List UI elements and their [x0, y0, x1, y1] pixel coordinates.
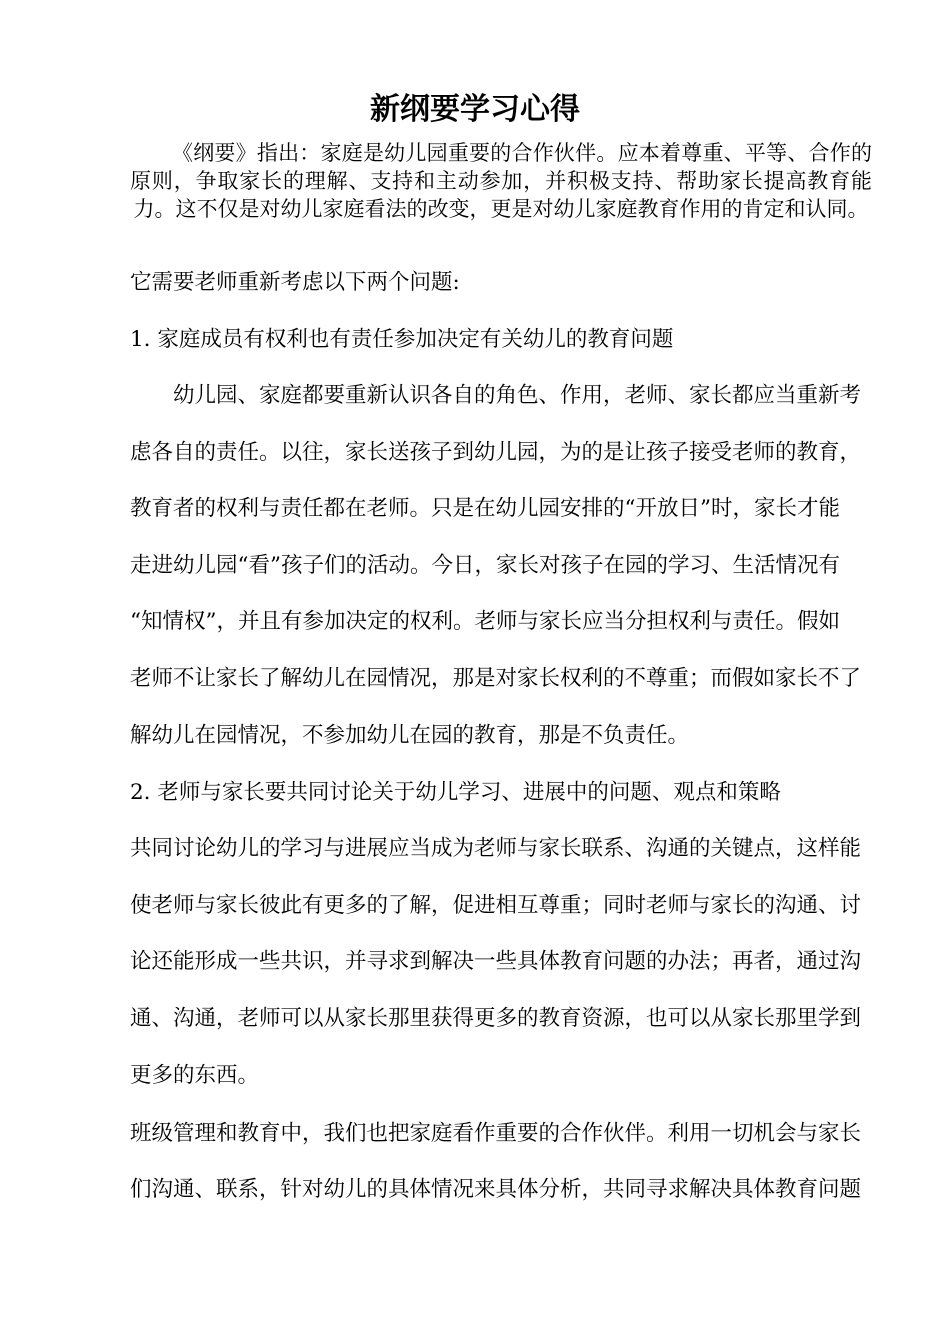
paragraph-2-line: 使老师与家长彼此有更多的了解，促进相互尊重；同时老师与家长的沟通、讨 — [130, 893, 862, 918]
heading-1: 1. 家庭成员有权利也有责任参加决定有关幼儿的教育问题 — [130, 327, 674, 352]
paragraph-3-line: 班级管理和教育中，我们也把家庭看作重要的合作伙伴。利用一切机会与家长 — [130, 1121, 862, 1146]
lead-line: 它需要老师重新考虑以下两个问题: — [130, 270, 460, 295]
page-title: 新纲要学习心得 — [370, 92, 580, 127]
paragraph-3-line: 们沟通、联系，针对幼儿的具体情况来具体分析，共同寻求解决具体教育问题 — [130, 1177, 862, 1202]
paragraph-1-line: 老师不让家长了解幼儿在园情况，那是对家长权利的不尊重；而假如家长不了 — [130, 666, 862, 691]
paragraph-2-line: 通、沟通，老师可以从家长那里获得更多的教育资源，也可以从家长那里学到 — [130, 1006, 862, 1031]
paragraph-1-line: 幼儿园、家庭都要重新认识各自的角色、作用，老师、家长都应当重新考 — [173, 383, 862, 408]
paragraph-1-line: 教育者的权利与责任都在老师。只是在幼儿园安排的“开放日”时，家长才能 — [130, 496, 840, 521]
paragraph-2-line: 更多的东西。 — [130, 1063, 260, 1088]
paragraph-2-line: 论还能形成一些共识，并寻求到解决一些具体教育问题的办法；再者，通过沟 — [130, 949, 862, 974]
paragraph-1-line: 解幼儿在园情况，不参加幼儿在园的教育，那是不负责任。 — [130, 723, 690, 748]
heading-2: 2. 老师与家长要共同讨论关于幼儿学习、进展中的问题、观点和策略 — [130, 780, 781, 805]
paragraph-1-line: 走进幼儿园“看”孩子们的活动。今日，家长对孩子在园的学习、生活情况有 — [130, 553, 840, 578]
paragraph-1-line: “知情权”，并且有参加决定的权利。老师与家长应当分担权利与责任。假如 — [130, 609, 840, 634]
paragraph-2-line: 共同讨论幼儿的学习与进展应当成为老师与家长联系、沟通的关键点，这样能 — [130, 836, 862, 861]
paragraph-1-line: 虑各自的责任。以往，家长送孩子到幼儿园，为的是让孩子接受老师的教育， — [130, 440, 862, 465]
intro-paragraph: 《纲要》指出：家庭是幼儿园重要的合作伙伴。应本着尊重、平等、合作的原则，争取家长的理解、支持和主动参加，并积极支持、帮助家长提高教育能力。这不仅是对幼儿家庭看法的改变，更是对幼儿家庭教育作用的肯定和认同。 — [130, 141, 872, 221]
